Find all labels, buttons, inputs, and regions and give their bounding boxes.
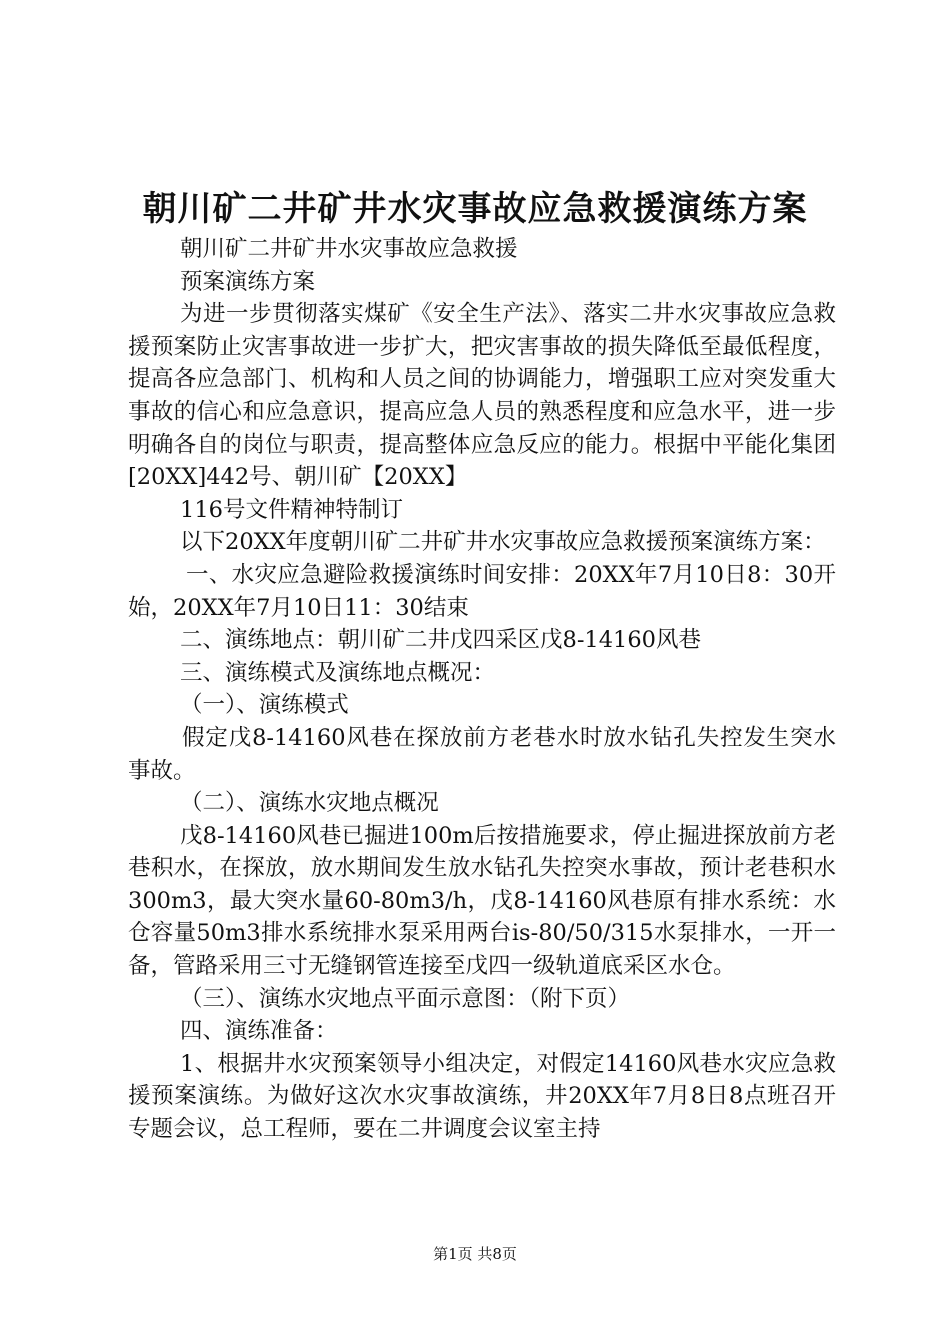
subsection-3-heading: （三）、演练水灾地点平面示意图：（附下页） — [180, 985, 631, 1012]
subsection-2-content: 戊8-14160风巷已掘进100m后按措施要求，停止掘进探放前方老巷积水，在探放，放水期间发生放水钻孔失控突水事故，预计老巷积水300m3，最大突水量60-80m3/h，戊8-14160风巷原有排水系统：水仓容量50m3排水系统排水泵采用两台is-80/50/315水泵排水，一开一备，管路采用三寸无缝钢管连接至戊四一级轨道底采区水仓。 — [128, 822, 836, 980]
subsection-1-content: 假定戊8-14160风巷在探放前方老巷水时放水钻孔失控发生突水事故。 — [128, 724, 836, 784]
document-reference-line: 116号文件精神特制订 — [180, 496, 403, 523]
subtitle-line-1: 朝川矿二井矿井水灾事故应急救援 — [180, 236, 518, 262]
plan-intro-paragraph: 以下20XX年度朝川矿二井矿井水灾事故应急救援预案演练方案： — [180, 529, 826, 556]
subsection-1-heading: （一）、演练模式 — [180, 692, 349, 719]
subtitle-line-2: 预案演练方案 — [180, 268, 316, 295]
document-title: 朝川矿二井矿井水灾事故应急救援演练方案 — [142, 189, 808, 229]
document-body — [128, 233, 836, 1146]
section-2-location: 二、演练地点：朝川矿二井戊四采区戊8-14160风巷 — [180, 627, 701, 654]
section-3-heading: 三、演练模式及演练地点概况： — [180, 659, 496, 686]
section-1-schedule: 一、水灾应急避险救援演练时间安排：20XX年7月10日8：30开始，20XX年7月10日11：30结束 — [128, 561, 836, 621]
section-4-heading: 四、演练准备： — [180, 1018, 338, 1045]
intro-paragraph: 为进一步贯彻落实煤矿《安全生产法》、落实二井水灾事故应急救援预案防止灾害事故进一步扩大，把灾害事故的损失降低至最低程度，提高各应急部门、机构和人员之间的协调能力，增强职工应对突发重大事故的信心和应急意识，提高应急人员的熟悉程度和应急水平，进一步明确各自的岗位与职责，提高整体应急反应的能力。根据中平能化集团[20XX]442号、朝川矿【20XX】 — [128, 301, 836, 491]
section-4-item-1: 1、根据井水灾预案领导小组决定，对假定14160风巷水灾应急救援预案演练。为做好这次水灾事故演练，井20XX年7月8日8点班召开专题会议，总工程师，要在二井调度会议室主持 — [128, 1050, 836, 1143]
subsection-2-heading: （二）、演练水灾地点概况 — [180, 790, 439, 817]
page-footer: 第1页 共8页 — [433, 1245, 517, 1263]
